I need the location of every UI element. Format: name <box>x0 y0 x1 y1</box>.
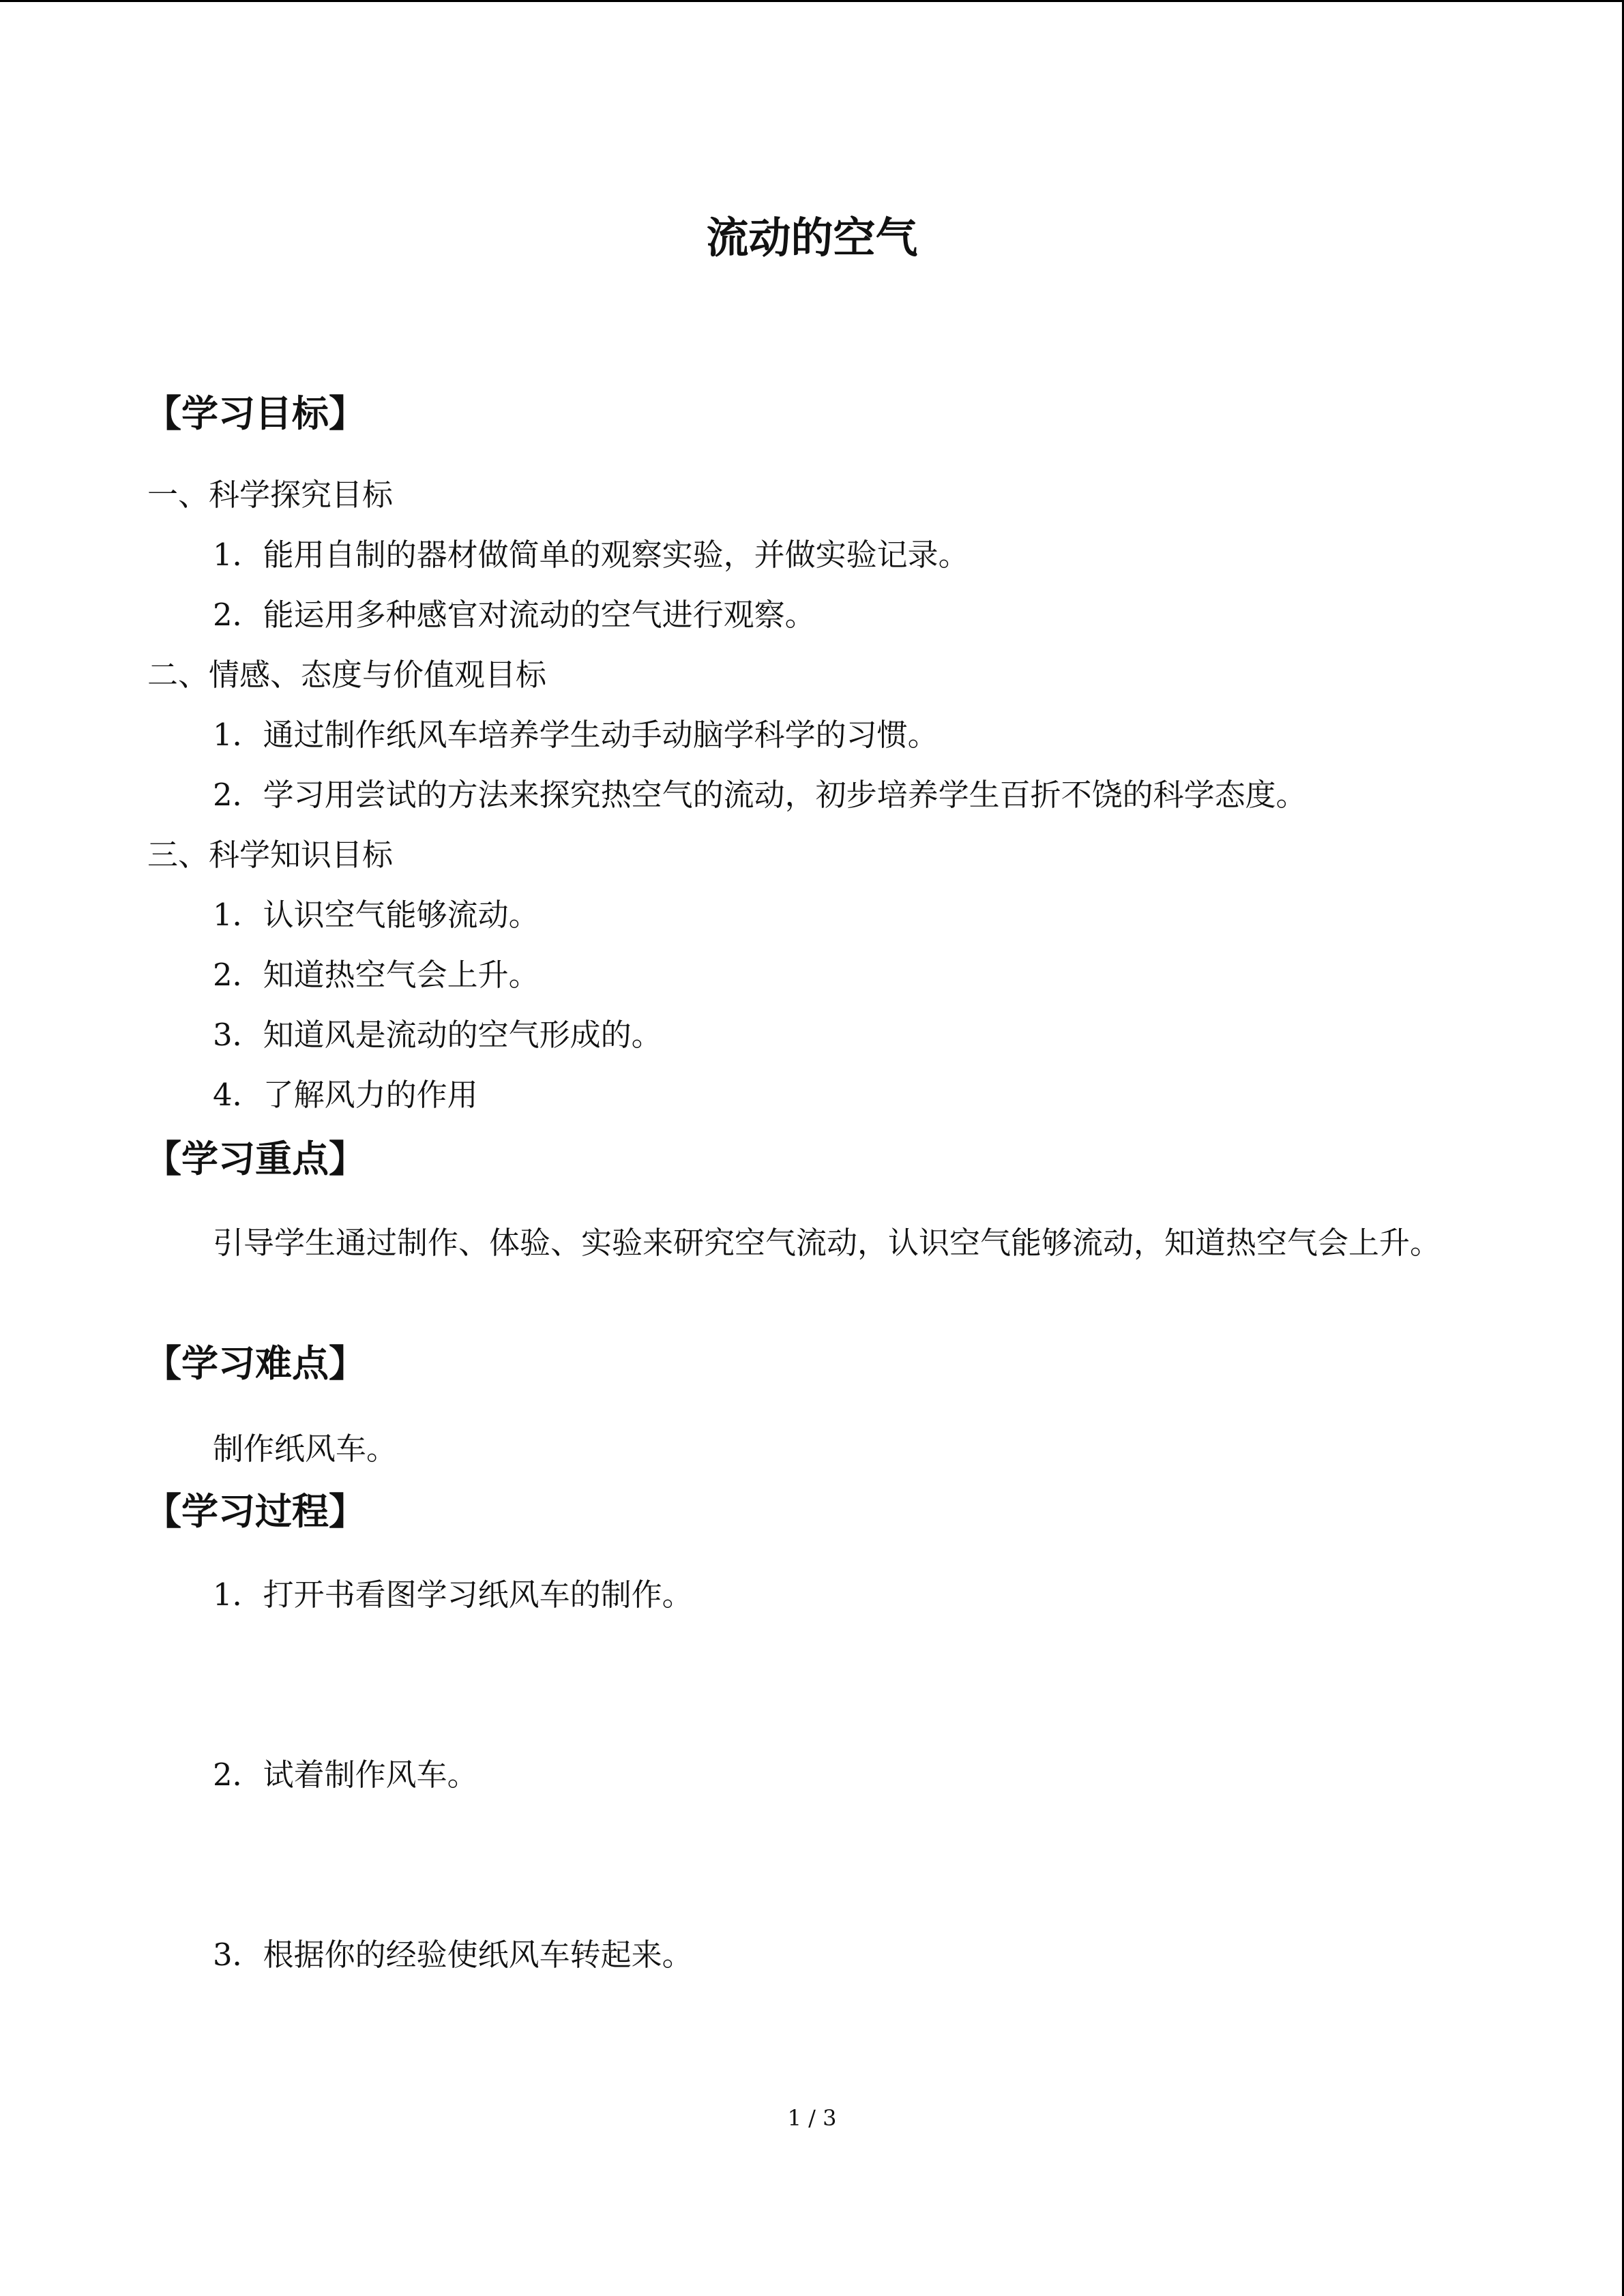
objective-group-label: 三、科学知识目标 <box>147 837 394 873</box>
heading-key-points: 【学习重点】 <box>145 1137 366 1180</box>
objective-item: 1．能用自制的器材做简单的观察实验，并做实验记录。 <box>213 537 969 573</box>
objective-item: 4．了解风力的作用 <box>213 1077 478 1113</box>
objective-group-label: 二、情感、态度与价值观目标 <box>147 657 547 693</box>
objective-item: 2．知道热空气会上升。 <box>213 957 540 993</box>
objective-item: 3．知道风是流动的空气形成的。 <box>213 1017 662 1053</box>
page-top-border <box>0 0 1624 2</box>
process-step: 1．打开书看图学习纸风车的制作。 <box>213 1577 693 1613</box>
heading-objectives: 【学习目标】 <box>145 392 366 435</box>
document-title: 流动的空气 <box>706 213 918 263</box>
heading-difficulties: 【学习难点】 <box>145 1342 366 1385</box>
objective-group-label: 一、科学探究目标 <box>147 477 394 513</box>
heading-process: 【学习过程】 <box>145 1490 366 1533</box>
key-points-text: 引导学生通过制作、体验、实验来研究空气流动，认识空气能够流动，知道热空气会上升。 <box>213 1225 1441 1261</box>
objective-item: 1．通过制作纸风车培养学生动手动脑学科学的习惯。 <box>213 717 939 753</box>
page-number: 1 / 3 <box>787 2105 837 2131</box>
objective-item: 2．能运用多种感官对流动的空气进行观察。 <box>213 597 816 633</box>
difficulties-text: 制作纸风车。 <box>213 1431 398 1467</box>
objective-item: 2．学习用尝试的方法来探究热空气的流动，初步培养学生百折不饶的科学态度。 <box>213 777 1307 813</box>
process-step: 3．根据你的经验使纸风车转起来。 <box>213 1937 693 1973</box>
objective-item: 1．认识空气能够流动。 <box>213 897 540 933</box>
process-step: 2．试着制作风车。 <box>213 1757 478 1793</box>
